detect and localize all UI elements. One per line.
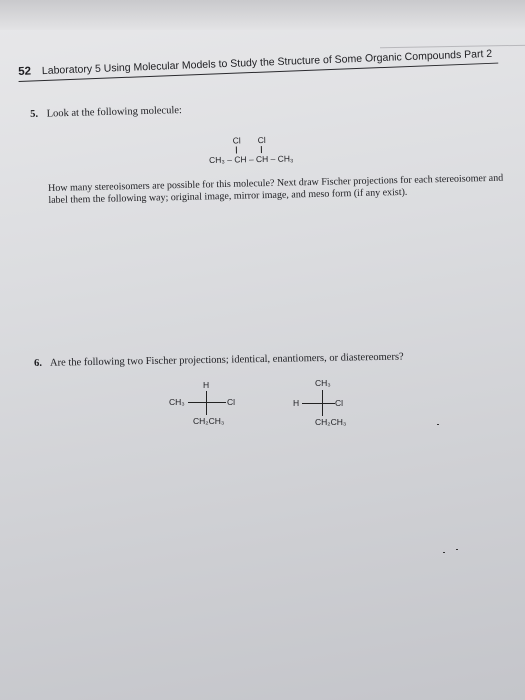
fischer-1-left: CH₃ bbox=[169, 397, 185, 407]
fischer-1-right: Cl bbox=[227, 397, 236, 407]
lab-title: Laboratory 5 Using Molecular Models to Study the Structure of Some Organic Compounds Part 2 bbox=[41, 47, 493, 78]
carbon-chain: CH₃ – CH – CH – CH₃ bbox=[208, 153, 294, 165]
fischer-1-top: H bbox=[203, 380, 210, 390]
fischer-projection-1 bbox=[165, 380, 265, 450]
page-header bbox=[18, 47, 504, 82]
question-5-text: Look at the following molecule: bbox=[46, 105, 183, 120]
page-top-edge bbox=[0, 0, 525, 30]
bond-line-left bbox=[236, 146, 237, 153]
fischer-2-right: Cl bbox=[335, 398, 344, 408]
pencil-mark bbox=[456, 549, 458, 550]
fischer-2-horizontal-line bbox=[302, 403, 335, 404]
question-5-body: How many stereoisomers are possible for this molecule? Next draw Fischer projections for each stereoisomer and label them the following way; original image, mirror image, and meso form (if any exist). bbox=[48, 172, 504, 206]
fischer-1-horizontal-line bbox=[188, 402, 226, 403]
question-5-prompt bbox=[30, 105, 182, 120]
chlorine-label-left: Cl bbox=[232, 135, 241, 146]
fischer-projection-2 bbox=[285, 378, 385, 448]
fischer-2-top: CH₃ bbox=[315, 378, 331, 388]
chlorine-label-right: Cl bbox=[257, 134, 266, 146]
question-6-text: Are the following two Fischer projections; identical, enantiomers, or diastereomers? bbox=[49, 351, 404, 369]
question-6-prompt bbox=[34, 352, 404, 369]
question-6-number: 6. bbox=[34, 357, 43, 369]
question-5-number: 5. bbox=[30, 108, 39, 120]
dichlorobutane-structure bbox=[195, 134, 336, 176]
fischer-1-vertical-line bbox=[206, 391, 207, 415]
page-number: 52 bbox=[18, 65, 32, 78]
pencil-mark bbox=[437, 424, 439, 425]
pencil-mark bbox=[443, 552, 445, 553]
fischer-1-bottom: CH₂CH₃ bbox=[193, 416, 225, 426]
fischer-2-bottom: CH₂CH₃ bbox=[315, 417, 347, 427]
fischer-2-left: H bbox=[293, 398, 300, 408]
bond-line-right bbox=[261, 146, 262, 153]
